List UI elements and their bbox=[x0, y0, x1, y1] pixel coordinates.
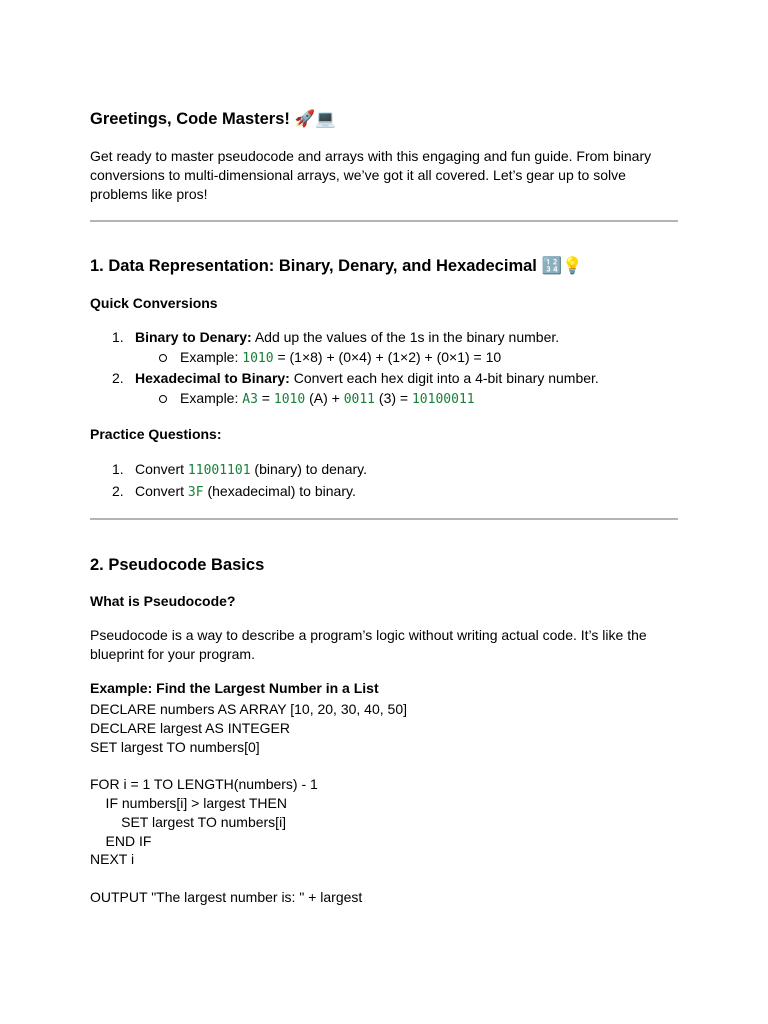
list-number: 1. bbox=[112, 461, 124, 477]
inline-code: 1010 bbox=[273, 392, 306, 407]
bullet-icon bbox=[159, 395, 167, 403]
example-text: = (1×8) + (0×4) + (1×2) + (0×1) = 10 bbox=[273, 349, 502, 365]
greeting-title: Greetings, Code Masters! 🚀💻 bbox=[90, 110, 336, 128]
quick-conversions-heading: Quick Conversions bbox=[90, 295, 218, 311]
practice-item bbox=[135, 460, 367, 480]
inline-code: 0011 bbox=[343, 392, 376, 407]
example-heading: Example: Find the Largest Number in a List bbox=[90, 680, 379, 696]
code-line: FOR i = 1 TO LENGTH(numbers) - 1 bbox=[90, 776, 318, 792]
practice-text: (binary) to denary. bbox=[250, 461, 368, 477]
item-text: Add up the values of the 1s in the binary number. bbox=[251, 329, 560, 345]
practice-text: Convert bbox=[135, 483, 188, 499]
practice-item bbox=[135, 482, 356, 502]
bullet-icon bbox=[159, 354, 167, 362]
section2-title: 2. Pseudocode Basics bbox=[90, 556, 265, 574]
example-text: (3) = bbox=[375, 390, 412, 406]
code-line: SET largest TO numbers[i] bbox=[90, 814, 287, 830]
example-text: = bbox=[257, 390, 274, 406]
practice-text: (hexadecimal) to binary. bbox=[203, 483, 356, 499]
code-line: SET largest TO numbers[0] bbox=[90, 739, 260, 755]
code-line: DECLARE numbers AS ARRAY [10, 20, 30, 40, 50] bbox=[90, 701, 407, 717]
inline-code: 1010 bbox=[242, 351, 274, 366]
section1-title: 1. Data Representation: Binary, Denary, and Hexadecimal 🔢💡 bbox=[90, 257, 583, 275]
inline-code: 10100011 bbox=[411, 392, 475, 407]
code-line: DECLARE largest AS INTEGER bbox=[90, 720, 290, 736]
practice-text: Convert bbox=[135, 461, 188, 477]
inline-code: A3 bbox=[242, 392, 258, 407]
example-prefix: Example: bbox=[180, 349, 243, 365]
example-text: (A) + bbox=[305, 390, 344, 406]
item-text: Convert each hex digit into a 4-bit binary number. bbox=[289, 370, 599, 386]
practice-heading: Practice Questions: bbox=[90, 426, 222, 442]
list-number: 2. bbox=[112, 370, 124, 386]
inline-code: 3F bbox=[187, 485, 204, 500]
code-line: NEXT i bbox=[90, 851, 135, 867]
item-label: Binary to Denary: bbox=[135, 329, 252, 345]
example-line bbox=[180, 389, 475, 409]
divider bbox=[90, 518, 678, 520]
example-prefix: Example: bbox=[180, 390, 243, 406]
code-line: IF numbers[i] > largest THEN bbox=[90, 795, 287, 811]
list-item bbox=[135, 369, 599, 388]
what-is-pseudocode-heading: What is Pseudocode? bbox=[90, 593, 236, 609]
code-line: OUTPUT "The largest number is: " + largest bbox=[90, 889, 363, 905]
pseudocode-description: Pseudocode is a way to describe a program’s logic without writing actual code. It’s like the blueprint for your program. bbox=[90, 627, 647, 662]
example-line bbox=[180, 348, 501, 368]
intro-paragraph: Get ready to master pseudocode and arrays with this engaging and fun guide. From binary conversions to multi-dimensional arrays, we’ve got it all covered. Let’s gear up to solve problems like pros! bbox=[90, 148, 652, 202]
list-number: 2. bbox=[112, 483, 124, 499]
code-line: END IF bbox=[90, 833, 152, 849]
list-item bbox=[135, 328, 559, 347]
divider bbox=[90, 220, 678, 222]
item-label: Hexadecimal to Binary: bbox=[135, 370, 290, 386]
inline-code: 11001101 bbox=[187, 463, 251, 478]
list-number: 1. bbox=[112, 329, 124, 345]
